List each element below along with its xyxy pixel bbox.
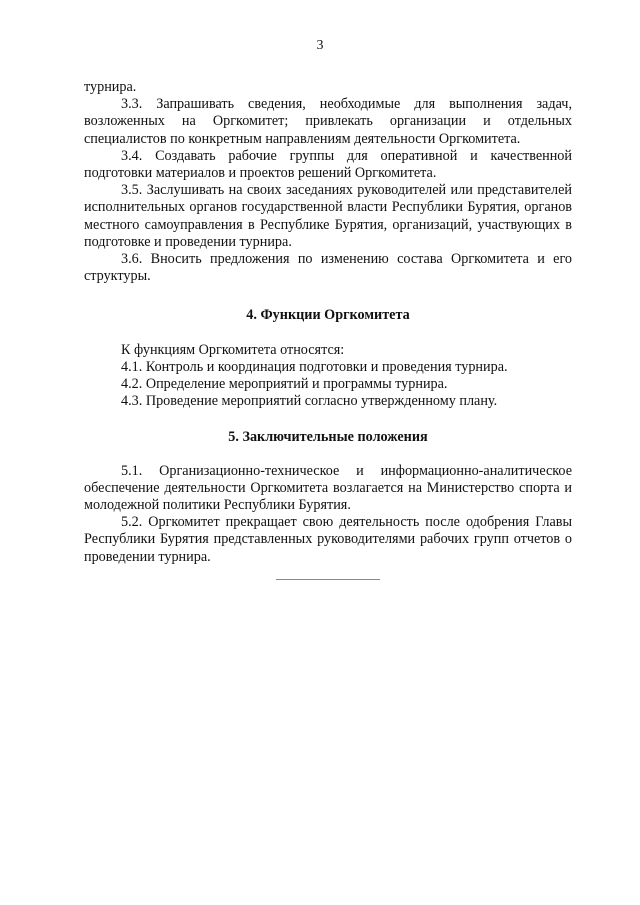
paragraph-3-5: 3.5. Заслушивать на своих заседаниях руководителей или представителей исполнительных органов государственной власти Республики Бурятия, органов местного самоуправления в Республике Бурятия, организаций, участвующих в подготовке и проведении турнира. (84, 182, 572, 250)
section-4-intro: К функциям Оргкомитета относятся: (121, 341, 345, 358)
section-4-heading: 4. Функции Оргкомитета (246, 307, 410, 324)
paragraph-continuation: турнира. (84, 79, 137, 95)
document-body (84, 79, 572, 566)
paragraph-4-1: 4.1. Контроль и координация подготовки и проведения турнира. (121, 358, 508, 375)
paragraph-3-6: 3.6. Вносить предложения по изменению состава Оргкомитета и его структуры. (84, 251, 572, 285)
paragraph-5-2: 5.2. Оргкомитет прекращает свою деятельность после одобрения Главы Республики Бурятия представленных руководителями рабочих групп отчетов о проведении турнира. (84, 514, 572, 565)
paragraph-4-2: 4.2. Определение мероприятий и программы турнира. (121, 376, 448, 393)
end-of-document-rule (276, 579, 380, 580)
paragraph-5-1: 5.1. Организационно-техническое и информационно-аналитическое обеспечение деятельности Оргкомитета возлагается на Министерство спорта и молодежной политики Республики Бурятия. (84, 462, 572, 514)
paragraph-4-3: 4.3. Проведение мероприятий согласно утвержденному плану. (121, 393, 498, 410)
section-5-heading: 5. Заключительные положения (228, 429, 428, 446)
paragraph-3-4: 3.4. Создавать рабочие группы для оперативной и качественной подготовки материалов и проектов решений Оргкомитета. (84, 147, 572, 182)
paragraph-3-3: 3.3. Запрашивать сведения, необходимые для выполнения задач, возложенных на Оргкомитет; привлекать организации и отдельных специалистов по конкретным направлениям деятельности Оргкомитета. (84, 96, 572, 147)
page-number: 3 (316, 38, 324, 53)
